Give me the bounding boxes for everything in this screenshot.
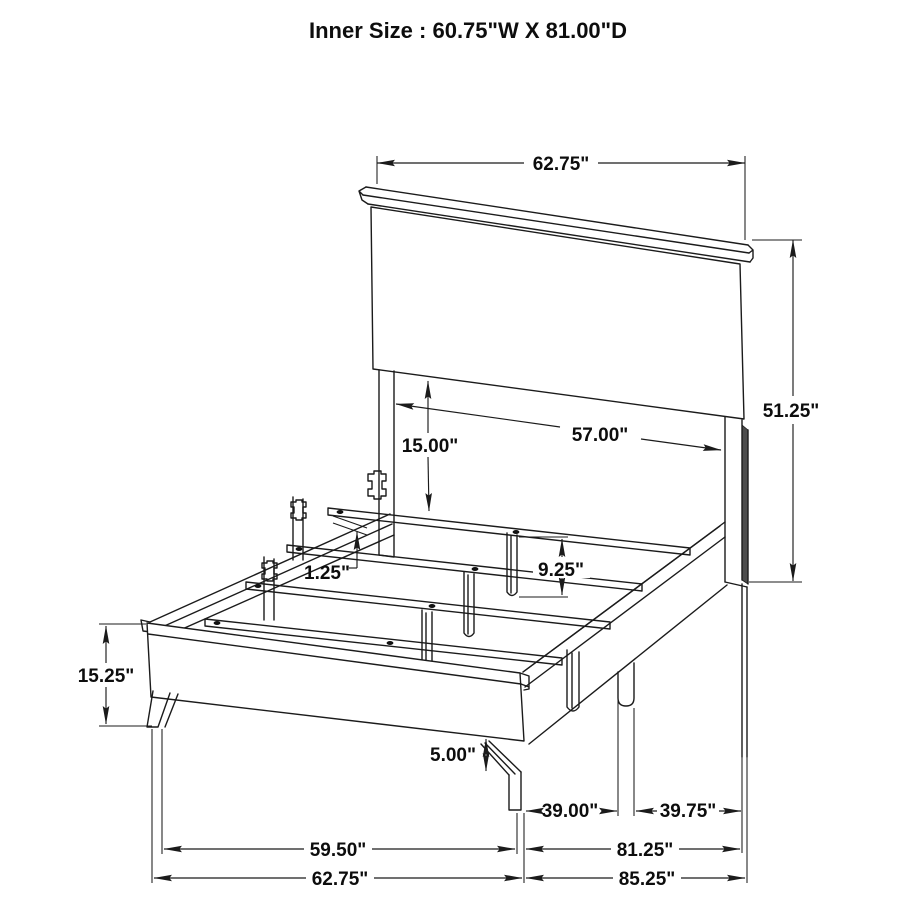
headboard-right-leg [725, 417, 748, 587]
dim-label-leg-span-depth: 81.25" [616, 840, 674, 861]
dim-label-footboard-height: 15.25" [77, 666, 135, 687]
left-side-rail [141, 514, 394, 642]
dim-label-inner-width: 57.00" [571, 425, 629, 446]
dim-label-inner-length: 59.50" [309, 840, 367, 861]
dim-front-to-center-leg [526, 700, 618, 822]
dim-label-leg-height: 5.00" [430, 745, 476, 766]
dim-label-front-to-center-leg: 39.00" [541, 801, 599, 822]
rear-center-leg-tip [618, 663, 634, 706]
center-leg-2 [464, 572, 474, 637]
center-leg-4 [567, 650, 579, 711]
slat-3 [246, 582, 610, 629]
dim-label-overall-width: 62.75" [311, 869, 369, 890]
dim-label-slat-thickness: 1.25" [304, 563, 350, 584]
slat-1 [328, 508, 690, 555]
dim-footboard-height [78, 624, 152, 726]
front-right-leg [481, 741, 521, 810]
dim-label-center-to-back-leg: 39.75" [659, 801, 717, 822]
dim-center-leg-height [519, 537, 590, 597]
dim-leg-height [430, 739, 486, 771]
dim-label-center-leg-height: 9.25" [538, 560, 584, 581]
inner-size-title: Inner Size : 60.75"W X 81.00"D [309, 18, 627, 43]
center-leg-1 [507, 533, 517, 596]
dim-label-headboard-height: 51.25" [762, 401, 820, 422]
dim-center-to-back-leg [634, 708, 741, 822]
back-right-leg [742, 584, 747, 757]
right-side-rail [523, 522, 727, 744]
dim-label-panel-gap: 15.00" [401, 436, 459, 457]
headboard-panel [371, 207, 744, 419]
headboard [359, 187, 753, 587]
dim-label-headboard-width: 62.75" [532, 154, 590, 175]
center-leg-3 [422, 610, 432, 665]
dim-overall-depth [526, 757, 747, 890]
dim-label-overall-depth: 85.25" [618, 869, 676, 890]
dim-headboard-height [749, 240, 827, 582]
dim-panel-gap [402, 381, 459, 511]
